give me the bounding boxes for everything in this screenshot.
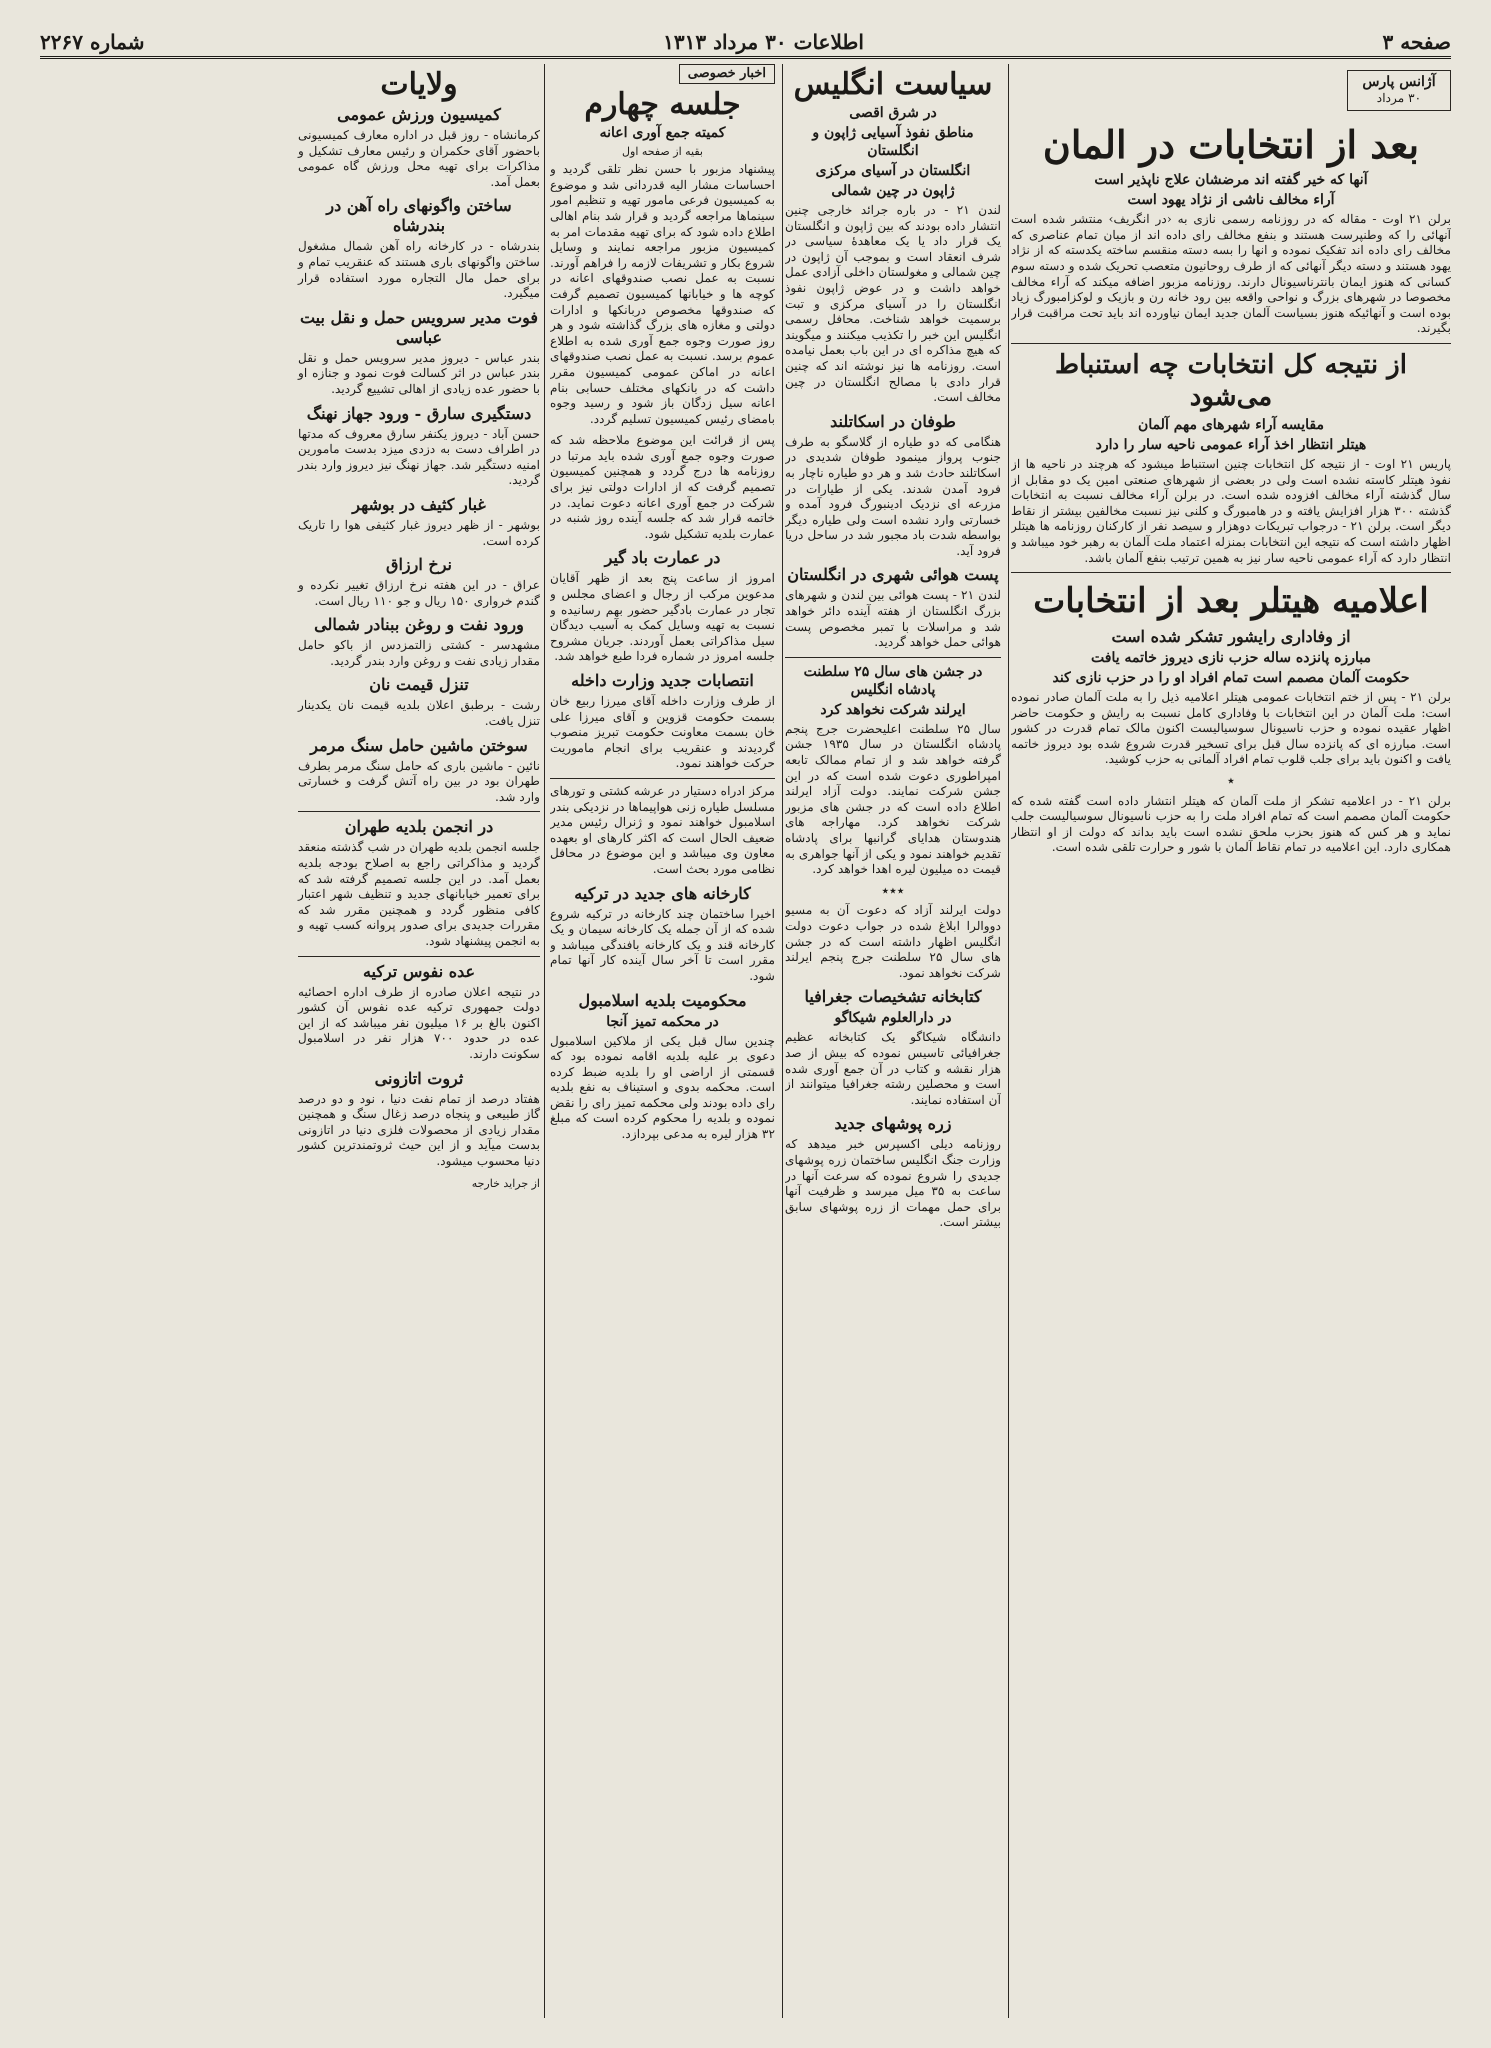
airmail-headline: پست هوائی شهری در انگلستان [787, 565, 999, 585]
province-item-title: غبار کثیف در بوشهر [352, 494, 486, 514]
footer-source: از جراید خارجه [471, 1176, 540, 1190]
star-divider: ٭ [1227, 773, 1235, 790]
province-item-title: سوختن ماشین حامل سنگ مرمر [310, 735, 528, 755]
council-headline: در انجمن بلدیه طهران [344, 817, 494, 837]
armor-body: روزنامه دیلی اکسپرس خبر میدهد که وزارت جنگ انگلیس ساختمان زره پوشهای جدیدی را شروع نموده که سرعت آنها در ساعت به ۳۵ میل میرسد و ظرفیت آنها برای حمل مهمات از زره پوشهای سابق بیشتر است. [785, 1137, 1001, 1230]
column-provinces [40, 64, 540, 2018]
agency-box [1347, 70, 1451, 111]
germany-subhead: آنها که خیر گفته اند مرضشان علاج ناپذیر است [1094, 172, 1368, 189]
province-item-body: نائین - ماشین باری که حامل سنگ مرمر بطرف طهران بود در بین راه آتش گرفت و خسارتی وارد شد. [298, 758, 540, 804]
politics-subhead4: ژاپون در چین شمالی [831, 183, 955, 199]
bottom-body: مرکز ادراه دستیار در عرشه کشتی و تورهای مسلسل طیاره زنی هواپیماها در نزدیکی بندر اسلامبول خواهند نمود و ژنرال رئیس مدیر ضعیف الحال است که اکثر کارهای او بعهده معاون وی میباشد و این موضوع در محافل نظامی مورد بحث است. [550, 783, 775, 876]
politics-headline: سیاست انگلیس [793, 67, 993, 102]
result-body: پاریس ۲۱ اوت - از نتیجه کل انتخابات چنین استنباط میشود که هرچند در ناحیه ها از نفوذ هیتلر کاسته نشده است ولی در بعضی از شهرهای صنعتی امین یک دو مقابل از سال گذشته آراء مخالف افزوده شده است. در برلن آراء مخالف نسبت به انتخابات گذشته ۳۰۰ هزار افزایش یافته و در هامبورگ و کلنی نیز نسبت مخالفین بیشتر از نقاط دیگر است. برلن ۲۱ - درجواب تبریکات دوهزار و سیصد نفر از کارکنان روزنامه ها هیتلر اظهار داشته است که نتیجه این انتخابات بمنزله اعتماد ملت آلمان به رهبر خود میباشد و انتظار دارد که آراء عمومی ناحیه سار نیز به همین ترتیب بنفع آلمان باشد. [1011, 456, 1451, 565]
province-item-body: بوشهر - از ظهر دیروز غبار کثیفی هوا را تاریک کرده است. [298, 517, 540, 548]
germany-headline: بعد از انتخابات در المان [1042, 122, 1420, 168]
meeting-note: بقیه از صفحه اول [622, 144, 703, 158]
province-item-title: دستگیری سارق - ورود جهاز نهنگ [306, 403, 532, 423]
paper-date: اطلاعات ۳۰ مرداد ۱۳۱۳ [663, 30, 864, 54]
agency-name: آژانس پارس [1362, 74, 1436, 90]
star-divider: ٭٭٭ [881, 882, 905, 899]
turkey-body: در نتیجه اعلان صادره از طرف اداره احصائیه دولت جمهوری ترکیه عده نفوس آن کشور اکنون بالغ بر ۱۶ میلیون نفر میباشد که از این عده در حدود ۷۰۰ هزار نفر در اسلامبول سکونت دارند. [298, 984, 540, 1061]
provinces-headline: ولایات [380, 67, 458, 102]
column-germany [1011, 64, 1451, 2018]
germany-body: برلن ۲۱ اوت - مقاله که در روزنامه رسمی نازی به ‹در انگریف› منتشر شده است آنهائی را که وطنپرست هستند و بنفع مخالف رای داده اند از میان تمام عناصری که مخالف رای داده اند تفکیک نموده و انها را بسه دسته منقسم ساخته یکدسته که از نژاد یهود هستند و دسته دیگر آنهائی که از طرف روحانیون متعصب تحریک شده و دسته سوم کسانی که هنوز ایمان بانترناسیونال دارند. روزنامه مزبور اضافه میکند که آراء مخالف مخصوصا در شهرهای بزرگ و نواحی واقعه بین رود خانه رن و بازیک و لوکزامبورگ زیاد بوده است و آنهائیکه هنوز بسیاست آلمان جدید ایمان نیاورده اند باید تحت مراقبت قرار بگیرند. [1011, 212, 1451, 336]
factories-headline: کارخانه های جدید در ترکیه [574, 883, 751, 903]
proclamation-subhead: از وفاداری رایشور تشکر شده است [1111, 627, 1351, 647]
airmail-body: لندن ۲۱ - پست هوائی بین لندن و شهرهای بزرگ انگلستان از هفته آینده دائر خواهد شد و مراسلات با تمبر مخصوص پست هوائی حمل خواهد گردید. [785, 588, 1001, 650]
province-item-body: کرمانشاه - روز قبل در اداره معارف کمیسیونی باحضور آقای حکمران و رئیس معارف تشکیل و مذاکرات برای تهیه محل ورزش گاه عمومی بعمل آمد. [298, 128, 540, 189]
page-label: صفحه ۳ [1382, 30, 1451, 54]
wealth-body: هفتاد درصد از تمام نفت دنیا ، نود و دو درصد گاز طبیعی و پنجاه درصد زغال سنگ و همچنین مقدار زیادی از محصولات فلزی دنیا در اتازونی بدست میآید و از این حیث ثروتمندترین کشور دنیا محسوب میشود. [298, 1091, 540, 1168]
province-item-title: نرخ ارزاق [386, 555, 452, 575]
province-item-title: ساختن واگونهای راه آهن در بندرشاه [326, 196, 512, 236]
result-headline: از نتیجه کل انتخابات چه استنباط می‌شود [1055, 349, 1407, 412]
council-body: جلسه انجمن بلدیه طهران در شب گذشته منعقد گردید و مذاکراتی راجع به اصلاح بودجه بلدیه بعمل آمد. در این جلسه تصمیم گرفته شد که برای تعمیر خیابانهای جدید و تنظیف شهر اعتبار کافی منظور گردد و همچنین مقرر شد که مقررات جدیدی برای صدور پروانه کسب تهیه و به انجمن پیشنهاد شود. [298, 840, 540, 948]
meeting-body2: پس از قرائت این موضوع ملاحظه شد که صورت وجوه جمع آوری شده باید مرتبا در روزنامه ها درج گردد و همچنین کمیسیون تصمیم گرفت که از ادارات دولتی نیز برای شرکت در جمع آوری اعانه دعوت نماید. در خاتمه قرار شد که جلسه آینده روز شنبه در عمارت بلدیه تشکیل شود. [550, 433, 775, 541]
politics-subhead3: انگلستان در آسیای مرکزی [815, 163, 971, 179]
province-item-body: عراق - در این هفته نرخ ارزاق تغییر نکرده و گندم خرواری ۱۵۰ ریال و جو ۱۱۰ ریال است. [298, 578, 540, 608]
issue-number: شماره ۲۲۶۷ [40, 30, 145, 54]
provinces-list [298, 105, 540, 805]
proclamation-body2: برلن ۲۱ - در اعلامیه تشکر از ملت آلمان که هیتلر انتشار داده است گفته شده که حکومت آلمان مصمم است که تمام افراد ملت را به حزب ناسیونال سوسیالیست جلب نماید و هر کس که هنوز بحزب ملحق نشده است باید بداند که دولت از او انتظار همکاری دارد. این اعلامیه در تمام نقاط آلمان با شور و حرارت تلقی شده است. [1011, 793, 1451, 855]
library-headline: کتابخانه تشخیصات جغرافیا [804, 987, 982, 1007]
istanbul-subhead: در محکمه تمیز آنجا [606, 1013, 719, 1030]
proclamation-subhead3: حکومت آلمان مصمم است تمام افراد او را در حزب نازی کند [1052, 670, 1410, 687]
turkey-headline: عده نفوس ترکیه [362, 961, 476, 981]
meeting-subhead: کمیته جمع آوری اعانه [599, 124, 726, 141]
jubilee-body: سال ۲۵ سلطنت اعلیحضرت جرج پنجم پادشاه انگلستان در سال ۱۹۳۵ جشن گرفته خواهد شد و از تمام ممالک تابعه امپراطوری دعوت شده است که در این جشن شرکت نمایند. دولت آزاد ایرلند اطلاع داده است که در جشن های مزبور شرکت نخواهد کرد. مهاراجه های هندوستان هدایای گرانبها برای پادشاه تقدیم خواهند نمود و یکی از آنها جواهری به قیمت ده میلیون لیره اهدا خواهد کرد. [785, 721, 1001, 877]
result-subhead1: مقایسه آراء شهرهای مهم آلمان [1138, 416, 1324, 433]
politics-subhead1: در شرق اقصی [849, 105, 937, 121]
istanbul-headline: محکومیت بلدیه اسلامبول [578, 990, 747, 1010]
column-rule [1008, 64, 1009, 2018]
province-item-body: رشت - برطبق اعلان بلدیه قیمت نان یکدینار تنزل یافت. [298, 698, 540, 729]
library-subhead: در دارالعلوم شیکاگو [834, 1010, 952, 1027]
province-item-title: فوت مدیر سرویس حمل و نقل بیت عباسی [299, 307, 539, 347]
jubilee-headline: در جشن های سال ۲۵ سلطنت پادشاه انگلیس [803, 663, 983, 698]
proclamation-headline: اعلامیه هیتلر بعد از انتخابات [1033, 581, 1429, 622]
politics-subhead2: مناطق نفوذ آسیایی ژاپون و انگلستان [812, 125, 974, 159]
interior-headline: انتصابات جدید وزارت داخله [571, 671, 754, 690]
provinces-block [298, 64, 540, 1191]
meeting-body: پیشنهاد مزبور با حسن نظر تلقی گردید و احساسات مشار الیه قدردانی شد و موضوع به کمیسیون فرعی مامور تهیه و تنظیم امور سینماها مراجعه گردید و قرار شد بنام اهالی اطلاع داده شود که برای تهیه مقدمات امر به کمیسیون مزبور مراجعه نمایند و وسایل شروع بکار و تشریفات لازمه را فراهم آورند. نسبت به عمل نصب صندوقهای اعانه در کوچه ها و خیابانها کمیسیون تصمیم گرفت که صندوقها مخصوص دربانکها و ادارات دولتی و مغازه های بزرگ گذاشته شود و هر روز صورت وجوه جمع آوری شده به اطلاع عموم برسد. نسبت به عمل نصب صندوقهای اعانه در اماکن عمومی کمیسیون مقرر داشت که در بانکهای مختلف حسابی بنام اعانه سیل زدگان باز شود و رسید وجوه بامضای رئیس کمیسیون تسلیم گردد. [550, 162, 775, 426]
agency-date: ۳۰ مرداد [1376, 90, 1422, 105]
politics-body: لندن ۲۱ - در باره جرائد خارجی چنین انتشار داده بودند که بین ژاپون و انگلستان یک قرار داد یا یک معاهدۀ سیاسی در شرف انعقاد است و بموجب آن ژاپون در چین شمالی و مغولستان داخلی آزادی عمل خواهد داشت و در عوض ژاپون نفوذ انگلستان را در آسیای مرکزی و تبت برسمیت خواهد شناخت. محافل رسمی انگلیس این خبر را تکذیب میکنند و میگویند که هیچ مذاکره ای در این باب بعمل نیامده است. روزنامه ها نیز نوشته اند که چنین قرار دادی با مصالح انگلستان در چین مخالف است. [785, 203, 1001, 405]
proclamation-subhead2: مبارزه پانزده ساله حزب نازی دیروز خاتمه یافت [1091, 650, 1371, 667]
armor-headline: زره پوشهای جدید [834, 1114, 952, 1134]
proclamation-body: برلن ۲۱ - پس از ختم انتخابات عمومی هیتلر اعلامیه ذیل را به ملت آلمان صادر نموده است: ملت آلمان در این انتخابات با وفاداری کامل نسبت به رایش و حکومت حاضر اظهار عقیده نموده و حزب ناسیونال سوسیالیست اکنون مالک تمام قدرت در کشور است. مبارزه ای که پانزده سال قبل برای تسخیر قدرت شروع شده بود دیروز خاتمه یافت و اکنون باید برای جلب قلوب تمام افراد آلمانی به حزب کوشید. [1011, 690, 1451, 767]
monument-body: امروز از ساعت پنج بعد از ظهر آقایان مدعوین مرکب از رجال و اعضای مجلس و تجار در عمارت بادگیر حضور بهم رسانیده و نسبت به تهیه وسایل کمک به آسیب دیدگان سیل مذاکراتی بعمل آوردند. جریان مشروح جلسه امروز در شماره فردا طبع خواهد شد. [550, 571, 775, 664]
province-item-body: بندرشاه - در کارخانه راه آهن شمال مشغول ساختن واگونهای باری هستند که عنقریب تمام و برای حمل مال التجاره مورد استفاده قرار میگیرد. [298, 239, 540, 301]
monument-headline: در عمارت باد گیر [604, 548, 721, 568]
section-label: اخبار خصوصی [679, 64, 775, 84]
meeting-headline: جلسه چهارم [584, 86, 741, 122]
column-rule [544, 64, 545, 2018]
jubilee-body2: دولت ایرلند آزاد که دعوت آن به مسیو دووالرا ابلاغ شده در جواب دعوت دولت انگلیس اظهار داشته است که در جشن های سال ۲۵ سلطنت جرج پنجم ایرلند شرکت نخواهد نمود. [785, 903, 1001, 980]
province-item-title: کمیسیون ورزش عمومی [337, 105, 501, 124]
column-england [785, 64, 1001, 2018]
istanbul-body: چندین سال قبل یکی از ملاکین اسلامبول دعوی بر علیه بلدیه اقامه نموده بود که قسمتی از اراضی او را بلدیه ضبط کرده است. محکمه بدوی و استیناف به نفع بلدیه رای داده بودند ولی محکمه تمیز رای را نقض نموده و بلدیه را محکوم کرده است که مبلغ ۳۲ هزار لیره به مدعی بپردازد. [550, 1033, 775, 1142]
result-subhead2: هیتلر انتظار اخذ آراء عمومی ناحیه سار را دارد [1095, 436, 1367, 453]
masthead [40, 28, 1451, 59]
library-body: دانشگاه شیکاگو یک کتابخانه عظیم جغرافیائی تاسیس نموده که بیش از صد هزار نقشه و کتاب در آن جمع آوری شده است و محصلین رشته جغرافیا میتوانند از آن استفاده نمایند. [785, 1030, 1001, 1107]
column-news [550, 64, 775, 2018]
interior-body: از طرف وزارت داخله آقای میرزا ربیع خان بسمت حکومت قزوین و آقای میرزا علی خان بسمت معاونت حکومت تبریز منصوب گردیدند و عنقریب برای انجام ماموریت حرکت خواهند نمود. [550, 694, 775, 771]
storm-headline: طوفان در اسکاتلند [830, 411, 956, 431]
province-item-body: بندر عباس - دیروز مدیر سرویس حمل و نقل بندر عباس در اثر کسالت فوت نمود و جنازه او با حضور عده زیادی از اهالی تشییع گردید. [298, 350, 540, 396]
province-item-body: مشهدسر - کشتی زالتمزدس از باکو حامل مقدار زیادی نفت و روغن وارد بندر گردید. [298, 638, 540, 668]
jubilee-subhead: ایرلند شرکت نخواهد کرد [820, 701, 966, 718]
column-rule [782, 64, 783, 2018]
storm-body: هنگامی که دو طیاره از گلاسگو به طرف جنوب پرواز مینمود طوفان شدیدی در اسکاتلند حادث شد و هر دو طیاره ناچار به فرود آمدن شدند. یکی از طیارات در مزرعه ای نزدیک ادینبورگ فرود آمده و خسارتی وارد نشده است ولی طیاره دیگر بواسطه شدت باد مجبور شد در ساحل دریا فرود آید. [785, 434, 1001, 558]
factories-body: اخیرا ساختمان چند کارخانه در ترکیه شروع شده که از آن جمله یک کارخانه سیمان و یک کارخانه قند و یک کارخانه بافندگی میباشد و مقرر است تا آخر سال آینده کار آنها تمام شود. [550, 906, 775, 983]
province-item-title: تنزل قیمت نان [369, 675, 469, 695]
wealth-headline: ثروت اتازونی [374, 1068, 464, 1088]
province-item-title: ورود نفت و روغن ببنادر شمالی [314, 615, 524, 635]
germany-kicker: آراء مخالف ناشی از نژاد یهود است [1127, 192, 1335, 209]
province-item-body: حسن آباد - دیروز یکنفر سارق معروف که مدتها در اطراف دست به دزدی میزد بدست مامورین امنیه دستگیر شد. جهاز نهنگ نیز دیروز وارد بندر گردید. [298, 426, 540, 488]
